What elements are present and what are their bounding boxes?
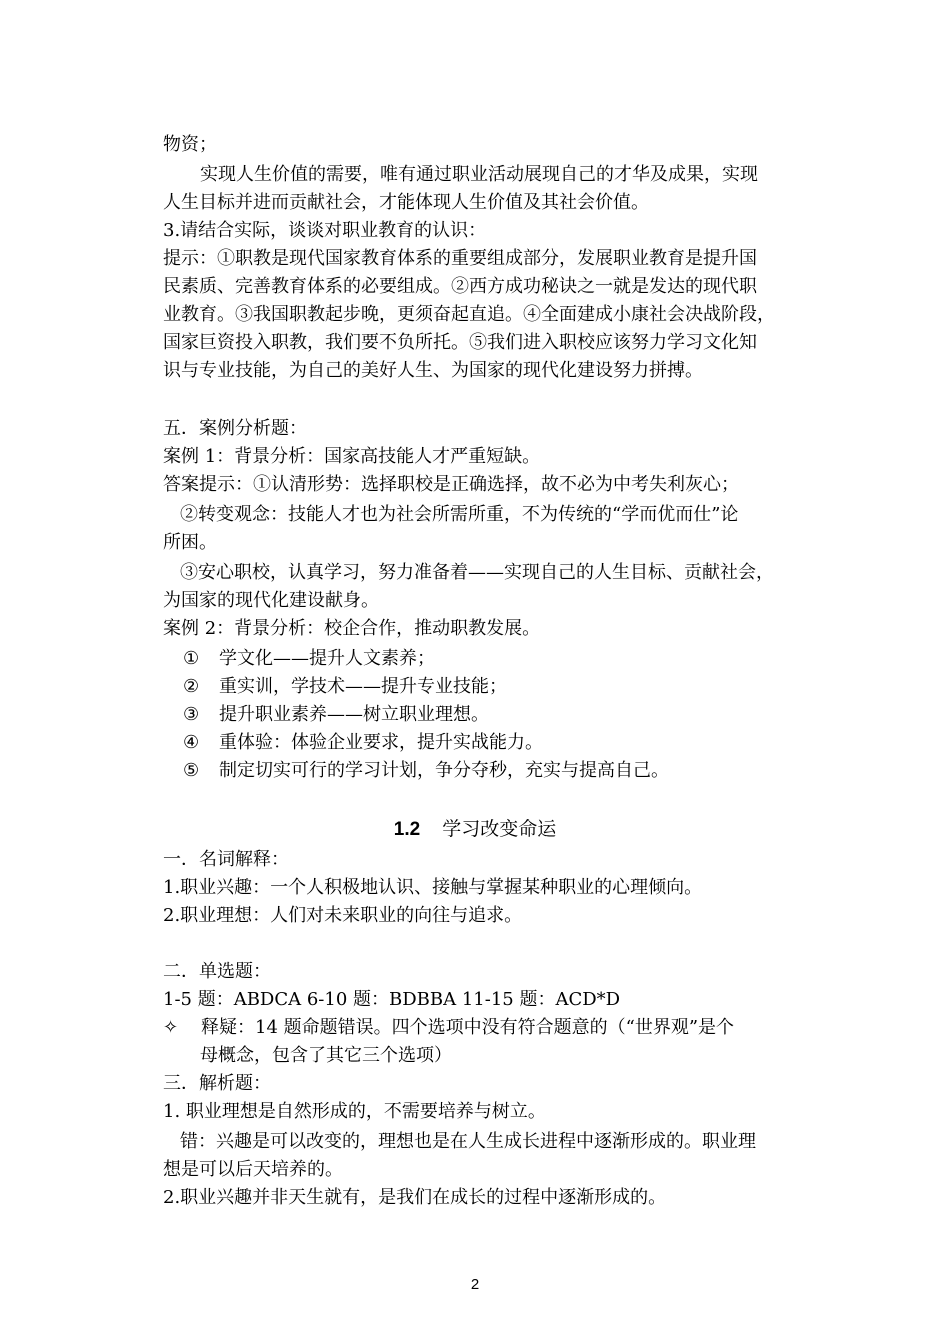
list-marker: ①: [183, 648, 200, 669]
text-line: 国家巨资投入职教，我们要不负所托。⑤我们进入职校应该努力学习文化知: [163, 332, 757, 353]
text-line: 2.职业理想：人们对未来职业的向往与追求。: [163, 905, 523, 926]
list-item-text: 制定切实可行的学习计划，争分夺秒，充实与提高自己。: [219, 760, 669, 781]
text-line: 提示：①职教是现代国家教育体系的重要组成部分，发展职业教育是提升国: [163, 248, 757, 269]
section-heading: 一．名词解释：: [163, 849, 289, 870]
section-number: 1.2: [393, 819, 421, 840]
text-line: ②转变观念：技能人才也为社会所需所重，不为传统的“学而优而仕”论: [180, 504, 739, 525]
list-marker: ⑤: [183, 760, 200, 781]
section-heading: 二．单选题：: [163, 961, 271, 982]
list-item-text: 重体验：体验企业要求，提升实战能力。: [219, 732, 543, 753]
text-line: 所困。: [163, 532, 217, 553]
text-line: 业教育。③我国职教起步晚，更须奋起直追。④全面建成小康社会决战阶段，: [163, 304, 775, 325]
list-item: [163, 701, 803, 729]
note-text: 释疑：14 题命题错误。四个选项中没有符合题意的（“世界观”是个: [201, 1017, 735, 1038]
answer-key: 1-5 题：ABDCA 6-10 题：BDBBA 11-15 题：ACD*D: [163, 989, 621, 1010]
text-line: ③安心职校，认真学习，努力准备着——实现自己的人生目标、贡献社会，: [180, 562, 774, 583]
text-line: 1.职业兴趣：一个人积极地认识、接触与掌握某种职业的心理倾向。: [163, 877, 703, 898]
text-line: 人生目标并进而贡献社会，才能体现人生价值及其社会价值。: [163, 192, 649, 213]
list-item-text: 重实训，学技术——提升专业技能；: [219, 676, 507, 697]
list-marker: ②: [183, 676, 200, 697]
list-item-text: 学文化——提升人文素养；: [219, 648, 435, 669]
text-line: 答案提示：①认清形势：选择职校是正确选择，故不必为中考失利灰心；: [163, 474, 739, 495]
note-item: [163, 1014, 803, 1042]
list-marker: ④: [183, 732, 200, 753]
text-line: 2.职业兴趣并非天生就有，是我们在成长的过程中逐渐形成的。: [163, 1187, 667, 1208]
section-heading: 五．案例分析题：: [163, 418, 307, 439]
text-line: 母概念，包含了其它三个选项）: [200, 1045, 452, 1066]
text-line: 为国家的现代化建设献身。: [163, 590, 379, 611]
text-line: 案例 2：背景分析：校企合作，推动职教发展。: [163, 618, 541, 639]
text-line: 识与专业技能，为自己的美好人生、为国家的现代化建设努力拼搏。: [163, 360, 703, 381]
page-number: 2: [470, 1276, 480, 1293]
diamond-bullet-icon: ✧: [163, 1017, 179, 1038]
text-line: 案例 1：背景分析：国家高技能人才严重短缺。: [163, 446, 541, 467]
list-item: [163, 757, 803, 785]
question-3: 3.请结合实际，谈谈对职业教育的认识：: [163, 220, 487, 241]
list-item: [163, 673, 803, 701]
text-line: 物资；: [163, 134, 217, 155]
text-line: 想是可以后天培养的。: [163, 1159, 343, 1180]
list-item: [163, 729, 803, 757]
text-line: 民素质、完善教育体系的必要组成。②西方成功秘诀之一就是发达的现代职: [163, 276, 757, 297]
text-line: 1. 职业理想是自然形成的，不需要培养与树立。: [163, 1101, 546, 1122]
text-line: 实现人生价值的需要，唯有通过职业活动展现自己的才华及成果，实现: [200, 164, 758, 185]
list-item-text: 提升职业素养——树立职业理想。: [219, 704, 489, 725]
section-heading: 三．解析题：: [163, 1073, 271, 1094]
text-line: 错：兴趣是可以改变的，理想也是在人生成长进程中逐渐形成的。职业理: [180, 1131, 756, 1152]
section-title: [0, 814, 950, 845]
list-item: [163, 645, 803, 673]
section-title-text: 学习改变命运: [442, 818, 557, 840]
list-marker: ③: [183, 704, 200, 725]
